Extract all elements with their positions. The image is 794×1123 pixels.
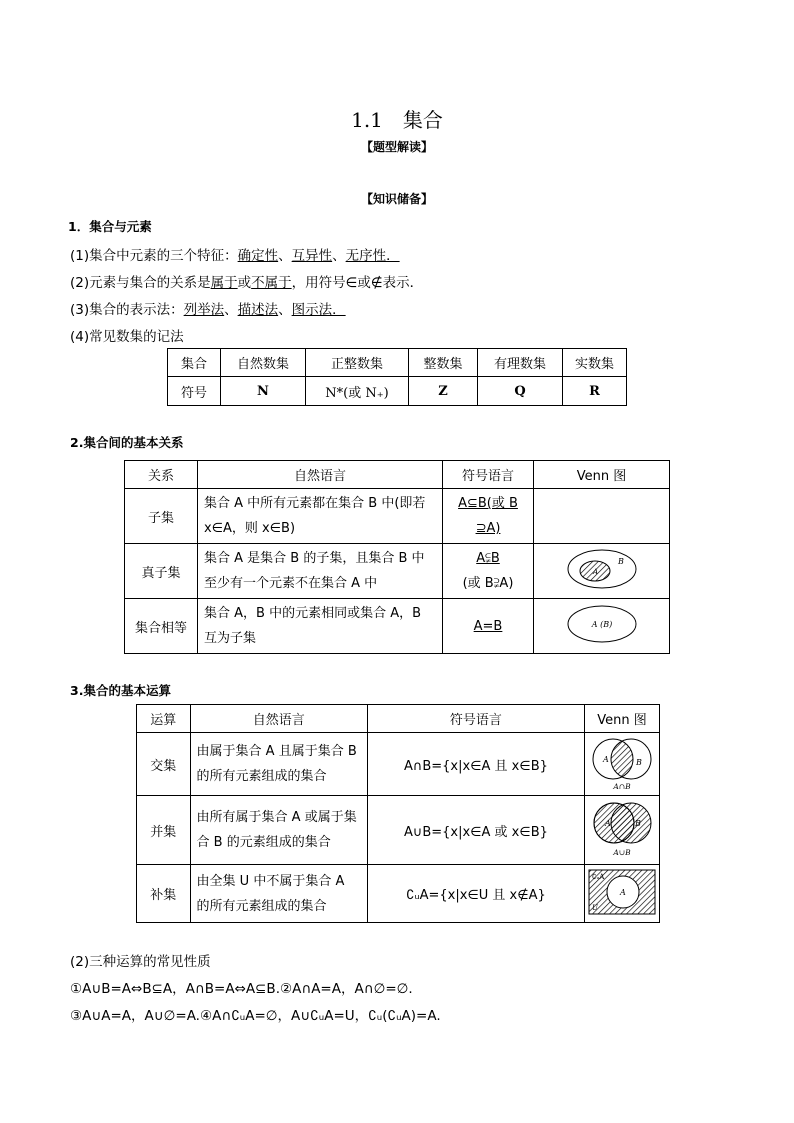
section1-line2 bbox=[70, 271, 423, 291]
section2-heading: 2.集合间的基本关系 bbox=[70, 435, 184, 450]
table-header: 符号语言 bbox=[443, 461, 534, 489]
properties-line2: ③A∪A=A，A∪∅=A.④A∩∁ᵤA=∅，A∪∁ᵤA=U，∁ᵤ(∁ᵤA)=A. bbox=[70, 1008, 441, 1024]
answer-listing: 列举法 bbox=[183, 302, 225, 318]
operation-desc: 由全集 U 中不属于集合 A 的所有元素组成的集合 bbox=[190, 865, 367, 923]
operation-symbol: A∩B={x|x∈A 且 x∈B} bbox=[367, 733, 584, 796]
page-title: 1.1 集合 bbox=[351, 108, 443, 132]
table-cell: Q bbox=[478, 377, 563, 406]
symbol-line: A=B bbox=[473, 618, 503, 634]
separator: 、 bbox=[332, 248, 346, 264]
page-subtitle: 【题型解读】 bbox=[360, 140, 433, 154]
operation-symbol: ∁ᵤA={x|x∈U 且 x∉A} bbox=[367, 865, 584, 923]
venn-cell bbox=[585, 796, 660, 865]
table-cell: N bbox=[221, 377, 306, 406]
table-header: 集合 bbox=[168, 349, 221, 377]
table-row bbox=[137, 733, 660, 796]
table-header: 自然语言 bbox=[198, 461, 443, 489]
table-header: 实数集 bbox=[563, 349, 627, 377]
relation-name: 子集 bbox=[125, 489, 198, 544]
venn-caption: A∪B bbox=[613, 848, 631, 857]
answer-belongs: 属于 bbox=[210, 275, 238, 291]
table-cell: N*(或 N₊) bbox=[306, 377, 409, 406]
symbol-line: (或 B⫌A) bbox=[462, 576, 514, 591]
section1-heading: 1．集合与元素 bbox=[68, 219, 152, 234]
table-header: 关系 bbox=[125, 461, 198, 489]
answer-diagram: 图示法． bbox=[291, 302, 346, 318]
venn-label-b: B bbox=[636, 758, 642, 767]
relation-name: 真子集 bbox=[125, 544, 198, 599]
venn-label-a: A bbox=[592, 568, 598, 576]
venn-label-b: B bbox=[635, 819, 641, 828]
table-row bbox=[125, 599, 670, 654]
table-header-row bbox=[168, 349, 627, 377]
table-header: 符号语言 bbox=[367, 705, 584, 733]
table-cell: Z bbox=[409, 377, 478, 406]
separator: 、 bbox=[224, 302, 238, 318]
venn-cell bbox=[534, 599, 670, 654]
answer-certainty: 确定性 bbox=[237, 248, 279, 264]
line2-prefix: (2)元素与集合的关系是 bbox=[70, 275, 211, 291]
venn-label-u: U bbox=[592, 903, 598, 912]
table-header: Venn 图 bbox=[585, 705, 660, 733]
table-row bbox=[125, 544, 670, 599]
table-header-row bbox=[137, 705, 660, 733]
relations-table bbox=[124, 460, 670, 654]
table-header: 整数集 bbox=[409, 349, 478, 377]
relation-desc: 集合 A 是集合 B 的子集，且集合 B 中至少有一个元素不在集合 A 中 bbox=[198, 544, 443, 599]
operation-name: 补集 bbox=[137, 865, 191, 923]
table-cell: R bbox=[563, 377, 627, 406]
line2-mid: 或 bbox=[237, 275, 252, 291]
venn-cell bbox=[585, 865, 660, 923]
table-header: Venn 图 bbox=[534, 461, 670, 489]
relation-desc: 集合 A 中所有元素都在集合 B 中(即若 x∈A，则 x∈B) bbox=[198, 489, 443, 544]
venn-cell-empty bbox=[534, 489, 670, 544]
table-header: 有理数集 bbox=[478, 349, 563, 377]
venn-label-complement: ∁ᵤA bbox=[592, 872, 605, 881]
operation-symbol: A∪B={x|x∈A 或 x∈B} bbox=[367, 796, 584, 865]
relation-name: 集合相等 bbox=[125, 599, 198, 654]
venn-caption: A∩B bbox=[613, 782, 631, 791]
operation-name: 并集 bbox=[137, 796, 191, 865]
section4-heading: (2)三种运算的常见性质 bbox=[70, 954, 211, 970]
answer-distinct: 互异性 bbox=[291, 248, 333, 264]
complement-venn bbox=[587, 868, 657, 916]
venn-label-a: A bbox=[620, 887, 626, 897]
properties-line1: ①A∪B=A⇔B⊆A，A∩B=A⇔A⊆B.②A∩A=A，A∩∅=∅. bbox=[70, 981, 413, 997]
proper-subset-venn bbox=[566, 548, 638, 590]
operation-desc: 由属于集合 A 且属于集合 B 的所有元素组成的集合 bbox=[190, 733, 367, 796]
table-cell: 符号 bbox=[168, 377, 221, 406]
table-header: 运算 bbox=[137, 705, 191, 733]
venn-label-b: B bbox=[617, 557, 624, 566]
section1-line3 bbox=[70, 298, 346, 318]
table-row bbox=[137, 796, 660, 865]
separator: 、 bbox=[278, 302, 292, 318]
set-equality-venn bbox=[566, 603, 638, 645]
table-header: 自然语言 bbox=[190, 705, 367, 733]
relation-symbol bbox=[443, 544, 534, 599]
table-header: 自然数集 bbox=[221, 349, 306, 377]
table-header-row bbox=[125, 461, 670, 489]
venn-label-a: A bbox=[603, 755, 609, 764]
section3-heading: 3.集合的基本运算 bbox=[70, 683, 171, 698]
venn-label-a: A bbox=[605, 819, 611, 828]
number-sets-table bbox=[167, 348, 627, 406]
separator: 、 bbox=[278, 248, 292, 264]
operations-table bbox=[136, 704, 660, 923]
venn-label-ab: A (B) bbox=[591, 620, 612, 629]
line3-prefix: (3)集合的表示法： bbox=[70, 302, 184, 318]
relation-symbol bbox=[443, 599, 534, 654]
line1-prefix: (1)集合中元素的三个特征： bbox=[70, 248, 238, 264]
symbol-line: A⊆B(或 B bbox=[458, 496, 518, 511]
answer-description: 描述法 bbox=[237, 302, 279, 318]
table-header: 正整数集 bbox=[306, 349, 409, 377]
section1-line4: (4)常见数集的记法 bbox=[70, 329, 184, 345]
symbol-line: ⊇A) bbox=[475, 521, 501, 536]
section-label: 【知识储备】 bbox=[360, 192, 433, 206]
relation-desc: 集合 A，B 中的元素相同或集合 A，B 互为子集 bbox=[198, 599, 443, 654]
venn-cell bbox=[585, 733, 660, 796]
venn-cell bbox=[534, 544, 670, 599]
table-row bbox=[168, 377, 627, 406]
union-venn bbox=[585, 798, 659, 858]
line2-suffix: ，用符号∈或∉表示． bbox=[291, 275, 424, 291]
symbol-line: A⫋B bbox=[476, 551, 500, 566]
relation-symbol bbox=[443, 489, 534, 544]
intersection-venn bbox=[585, 733, 659, 791]
operation-desc: 由所有属于集合 A 或属于集合 B 的元素组成的集合 bbox=[190, 796, 367, 865]
table-row bbox=[125, 489, 670, 544]
section1-line1 bbox=[70, 244, 400, 264]
table-row bbox=[137, 865, 660, 923]
operation-name: 交集 bbox=[137, 733, 191, 796]
answer-not-belongs: 不属于 bbox=[251, 275, 292, 291]
answer-unordered: 无序性． bbox=[345, 248, 400, 264]
